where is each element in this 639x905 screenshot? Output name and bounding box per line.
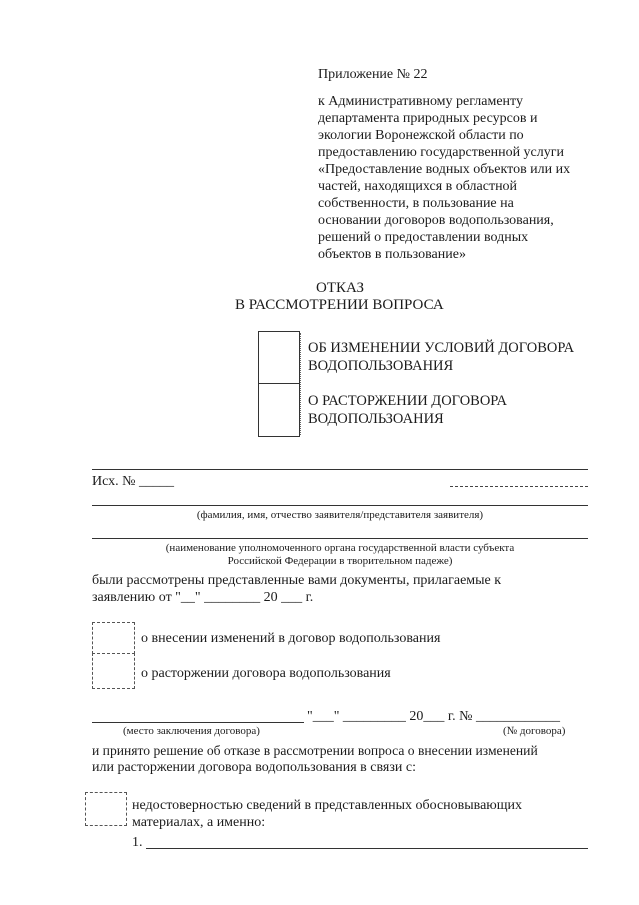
option-termination-line1: О РАСТОРЖЕНИИ ДОГОВОРА [308, 393, 507, 409]
reason-item-1-line [146, 848, 588, 849]
appendix-line: к Административному регламенту [318, 94, 523, 109]
option-change-terms-checkbox[interactable] [258, 331, 300, 384]
reviewed-text-line1: были рассмотрены представленные вами документы, прилагаемые к [92, 573, 502, 588]
appendix-line: «Предоставление водных объектов или их [318, 162, 571, 177]
option-change-terms-line2: ВОДОПОЛЬЗОВАНИЯ [308, 358, 454, 374]
option-terminate-checkbox[interactable] [92, 653, 135, 689]
appendix-title: Приложение № 22 [318, 67, 428, 82]
appendix-line: экологии Воронежской области по [318, 128, 524, 143]
applicant-caption: (фамилия, имя, отчество заявителя/представителя заявителя) [196, 509, 484, 521]
contract-number-caption: (№ договора) [503, 725, 566, 737]
appendix-line: объектов в пользование» [318, 247, 466, 262]
appendix-line: частей, находящихся в областной [318, 179, 518, 194]
option-amend-checkbox[interactable] [92, 622, 135, 654]
refusal-heading: ОТКАЗ [316, 280, 364, 296]
appendix-line: предоставлению государственной услуги [318, 145, 564, 160]
refusal-subheading: В РАССМОТРЕНИИ ВОПРОСА [235, 297, 444, 313]
decision-text-line2: или расторжении договора водопользования в связи с: [92, 760, 416, 775]
option-termination-line2: ВОДОПОЛЬЗОАНИЯ [308, 411, 444, 427]
reviewed-text-line2: заявлению от "__" ________ 20 ___ г. [92, 590, 314, 605]
option-terminate-label: о расторжении договора водопользования [141, 666, 391, 681]
decision-text-line1: и принято решение об отказе в рассмотрении вопроса о внесении изменений [92, 743, 538, 758]
reason-item-1: 1. [132, 835, 143, 850]
outgoing-number: Исх. № _____ [92, 474, 174, 489]
contract-place-caption: (место заключения договора) [123, 725, 260, 737]
applicant-line [92, 505, 588, 506]
appendix-line: собственности, в пользование на [318, 196, 514, 211]
contract-details: "___" _________ 20___ г. № ____________ [307, 709, 560, 724]
outgoing-date-line [450, 486, 588, 487]
option-termination-checkbox[interactable] [258, 383, 300, 437]
reason-text-line2: материалах, а именно: [132, 815, 266, 830]
reason-text-line1: недостоверностью сведений в представленных обосновывающих [132, 798, 523, 813]
authority-caption-line1: (наименование уполномоченного органа государственной власти субъекта [165, 542, 515, 554]
appendix-line: основании договоров водопользования, [318, 213, 554, 228]
option-change-terms-line1: ОБ ИЗМЕНЕНИИ УСЛОВИЙ ДОГОВОРА [308, 340, 575, 356]
contract-place-line [92, 722, 304, 723]
option-divider [300, 333, 301, 435]
appendix-line: департамента природных ресурсов и [318, 111, 538, 126]
authority-line [92, 538, 588, 539]
reason-checkbox[interactable] [85, 792, 127, 826]
authority-caption-line2: Российской Федерации в творительном падеже) [227, 555, 453, 567]
header-rule [92, 469, 588, 470]
appendix-text [318, 93, 570, 263]
option-amend-label: о внесении изменений в договор водопользования [141, 631, 441, 646]
appendix-line: решений о предоставлении водных [318, 230, 529, 245]
